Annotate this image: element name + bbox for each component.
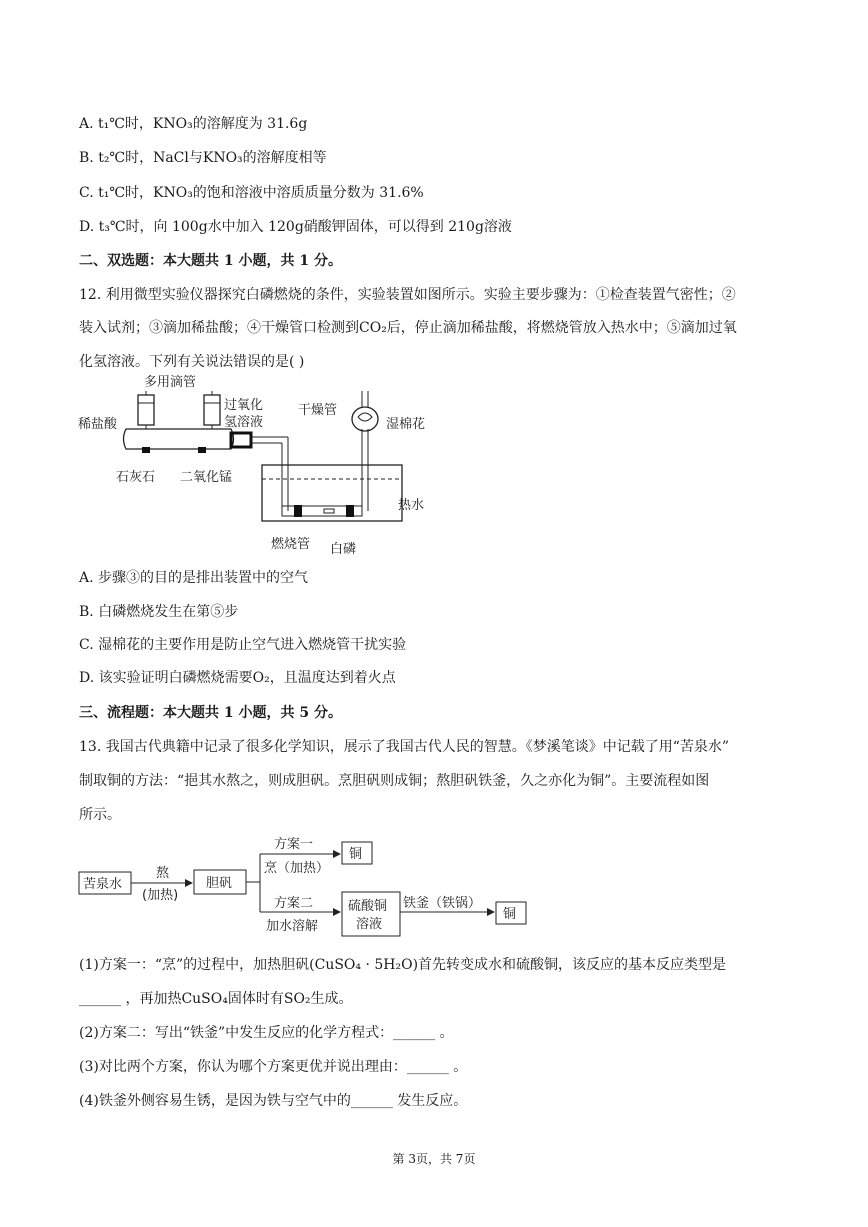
q12-apparatus-figure: [76, 373, 446, 563]
q11-option-c: C. t₁℃时，KNO₃的饱和溶液中溶质质量分数为 31.6%: [79, 185, 424, 201]
q12-option-b: B. 白磷燃烧发生在第⑤步: [79, 604, 239, 620]
flow-cuso4-b: 溶液: [356, 917, 383, 932]
page-footer: 第 3页，共 7页: [392, 1152, 476, 1166]
flow-copper-1: 铜: [349, 847, 363, 862]
flow-plan-1-note: 烹（加热）: [264, 861, 330, 876]
section-2-heading: 二、双选题：本大题共 1 小题，共 1 分。: [79, 253, 342, 269]
q11-option-b: B. t₂℃时，NaCl与KNO₃的溶解度相等: [79, 150, 327, 166]
label-limestone: 石灰石: [116, 470, 156, 485]
flow-plan-1: 方案一: [274, 837, 314, 852]
label-h2o2-b: 氢溶液: [224, 415, 264, 430]
q12-option-a: A. 步骤③的目的是排出装置中的空气: [79, 570, 309, 586]
section-3-heading: 三、流程题：本大题共 1 小题，共 5 分。: [79, 705, 342, 721]
label-hcl: 稀盐酸: [78, 417, 118, 432]
q13-part-1-line-1: (1)方案一：“烹”的过程中，加热胆矾(CuSO₄ · 5H₂O)首先转变成水和硫酸铜，该反应的基本反应类型是: [79, 957, 727, 973]
q13-part-4: (4)铁釜外侧容易生锈，是因为铁与空气中的______ 发生反应。: [79, 1093, 468, 1109]
flow-copper-2: 铜: [503, 907, 517, 922]
label-dropper: 多用滴管: [144, 375, 197, 390]
label-h2o2-a: 过氧化: [224, 398, 264, 413]
flow-heat-note: (加热): [142, 888, 179, 903]
flow-source: 苦泉水: [83, 877, 123, 892]
label-mno2: 二氧化锰: [180, 470, 233, 485]
q11-option-a: A. t₁℃时，KNO₃的溶解度为 31.6g: [79, 116, 308, 132]
label-hot-water: 热水: [398, 498, 425, 513]
flow-iron: 铁釜（铁锅）: [403, 896, 482, 911]
q13-part-3: (3)对比两个方案，你认为哪个方案更优并说出理由：______ 。: [79, 1059, 468, 1075]
q13-part-1-line-2: ______ ，再加热CuSO₄固体时有SO₂生成。: [79, 991, 353, 1007]
q12-option-c: C. 湿棉花的主要作用是防止空气进入燃烧管干扰实验: [79, 637, 407, 653]
q13-stem-line-2: 制取铜的方法：“挹其水熬之，则成胆矾。烹胆矾则成铜；熬胆矾铁釜，久之亦化为铜”。主要流程如图: [79, 773, 710, 789]
label-drying-tube: 干燥管: [298, 403, 338, 418]
q12-stem-line-1: 12. 利用微型实验仪器探究白磷燃烧的条件，实验装置如图所示。实验主要步骤为：①检查装置气密性；②: [79, 287, 736, 303]
q12-stem-line-2: 装入试剂；③滴加稀盐酸；④干燥管口检测到CO₂后，停止滴加稀盐酸，将燃烧管放入热水中；⑤滴加过氧: [79, 320, 737, 336]
label-phosphorus: 白磷: [330, 542, 357, 557]
flow-heat: 熬: [156, 866, 170, 881]
q12-option-d: D. 该实验证明白磷燃烧需要O₂，且温度达到着火点: [79, 670, 396, 686]
flow-cuso4-a: 硫酸铜: [348, 899, 388, 914]
q13-stem-line-1: 13. 我国古代典籍中记录了很多化学知识，展示了我国古代人民的智慧。《梦溪笔谈》中记载了用“苦泉水”: [79, 739, 730, 755]
label-cotton: 湿棉花: [386, 417, 426, 432]
flow-plan-2: 方案二: [274, 896, 314, 911]
label-combustion-tube: 燃烧管: [271, 537, 311, 552]
flow-bluevitriol: 胆矾: [206, 876, 233, 891]
flow-plan-2-note: 加水溶解: [266, 919, 319, 934]
q12-stem-line-3: 化氢溶液。下列有关说法错误的是( ): [79, 354, 305, 370]
q13-flowchart: [76, 832, 536, 942]
q13-stem-line-3: 所示。: [79, 807, 121, 823]
q13-part-2: (2)方案二：写出“铁釜”中发生反应的化学方程式：______ 。: [79, 1025, 454, 1041]
q11-option-d: D. t₃℃时，向 100g水中加入 120g硝酸钾固体，可以得到 210g溶液: [79, 219, 512, 235]
